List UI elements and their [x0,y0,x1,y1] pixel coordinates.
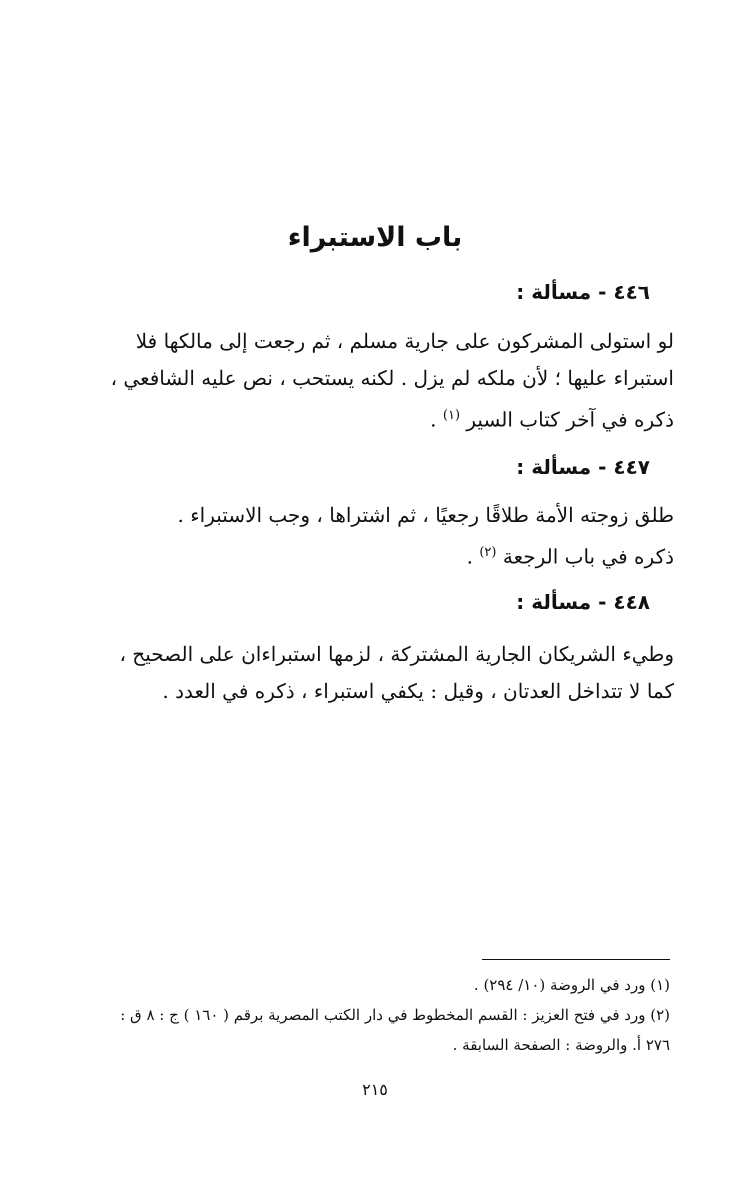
section-body-447 [76,497,674,576]
body-line-text: ذكره في آخر كتاب السير [466,407,674,432]
chapter-title: باب الاستبراء [287,222,463,253]
section-body-448 [76,636,674,710]
footnote-1: (١) ورد في الروضة (١٠/ ٢٩٤) . [473,976,670,994]
page-number: ٢١٥ [362,1080,388,1099]
body-line: طلق زوجته الأمة طلاقًا رجعيًا ، ثم اشتراها ، وجب الاستبراء . [177,503,674,527]
footnote-ref-2[interactable]: (٢) [479,545,497,560]
footnote-ref-1[interactable]: (١) [442,408,461,423]
body-line [76,534,674,576]
line-end: . [430,407,443,432]
body-line: وطيء الشريكان الجارية المشتركة ، لزمها استبراءان على الصحيح ، [119,642,674,666]
section-body-446 [76,323,674,439]
section-heading-448: ٤٤٨ - مسألة : [516,590,650,614]
footnotes [76,970,670,1060]
section-heading-447: ٤٤٧ - مسألة : [516,455,650,479]
footnote-divider [482,959,670,960]
body-line: لو استولى المشركون على جارية مسلم ، ثم رجعت إلى مالكها فلا [135,329,674,353]
footnote-2-continued: ٢٧٦ أ. والروضة : الصفحة السابقة . [452,1036,670,1054]
section-heading-446: ٤٤٦ - مسألة : [516,280,650,304]
body-line: استبراء عليها ؛ لأن ملكه لم يزل . لكنه يستحب ، نص عليه الشافعي ، [110,366,674,390]
body-line-text: ذكره في باب الرجعة [502,544,674,569]
body-line [76,397,674,439]
body-line: كما لا تتداخل العدتان ، وقيل : يكفي استبراء ، ذكره في العدد . [162,679,674,703]
footnote-2: (٢) ورد في فتح العزيز : القسم المخطوط في دار الكتب المصرية برقم ( ١٦٠ ) ج : ٨ ق : [120,1006,670,1024]
line-end: . [466,544,480,569]
